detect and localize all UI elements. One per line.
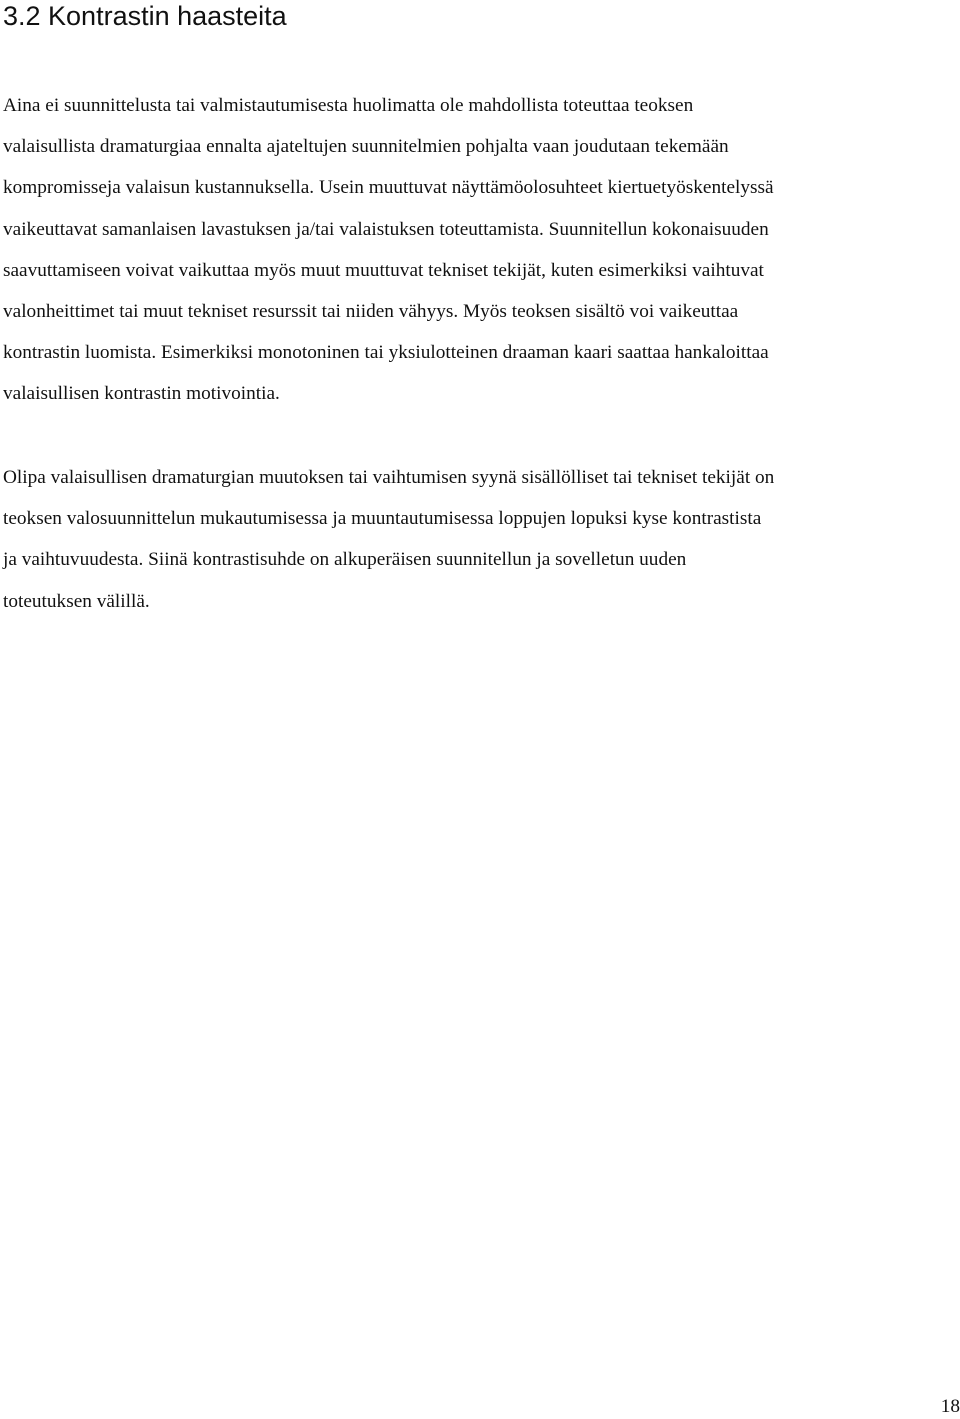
paragraph-line: vaikeuttavat samanlaisen lavastuksen ja/tai valaistuksen toteuttamista. Suunnitellun kokonaisuuden [3, 218, 769, 240]
paragraph-line: saavuttamiseen voivat vaikuttaa myös muut muuttuvat tekniset tekijät, kuten esimerkiksi vaihtuvat [3, 259, 764, 281]
section-heading: 3.2 Kontrastin haasteita [3, 1, 287, 31]
page-number: 18 [940, 1396, 960, 1417]
paragraph-2 [3, 457, 960, 622]
paragraph-line: ja vaihtuvuudesta. Siinä kontrastisuhde on alkuperäisen suunnitellun ja sovelletun uuden [3, 549, 687, 571]
paragraph-line: toteutuksen välillä. [3, 590, 150, 612]
paragraph-line: Olipa valaisullisen dramaturgian muutoksen tai vaihtumisen syynä sisällölliset tai tekniset tekijät on [3, 467, 775, 488]
paragraph-1 [3, 85, 960, 415]
paragraph-line: valonheittimet tai muut tekniset resurssit tai niiden vähyys. Myös teoksen sisältö voi vaikeuttaa [3, 300, 739, 322]
paragraph-line: valaisullisen kontrastin motivointia. [3, 383, 280, 405]
paragraph-line: Aina ei suunnittelusta tai valmistautumisesta huolimatta ole mahdollista toteuttaa teoksen [3, 95, 694, 116]
paragraph-line: valaisullista dramaturgiaa ennalta ajateltujen suunnitelmien pohjalta vaan joudutaan tekemään [3, 136, 729, 158]
paragraph-line: teoksen valosuunnittelun mukautumisessa ja muuntautumisessa loppujen lopuksi kyse kontrastista [3, 508, 762, 530]
paragraph-line: kompromisseja valaisun kustannuksella. Usein muuttuvat näyttämöolosuhteet kiertuetyöskentelyssä [3, 177, 774, 199]
paragraph-line: kontrastin luomista. Esimerkiksi monotoninen tai yksiulotteinen draaman kaari saattaa hankaloittaa [3, 342, 769, 364]
